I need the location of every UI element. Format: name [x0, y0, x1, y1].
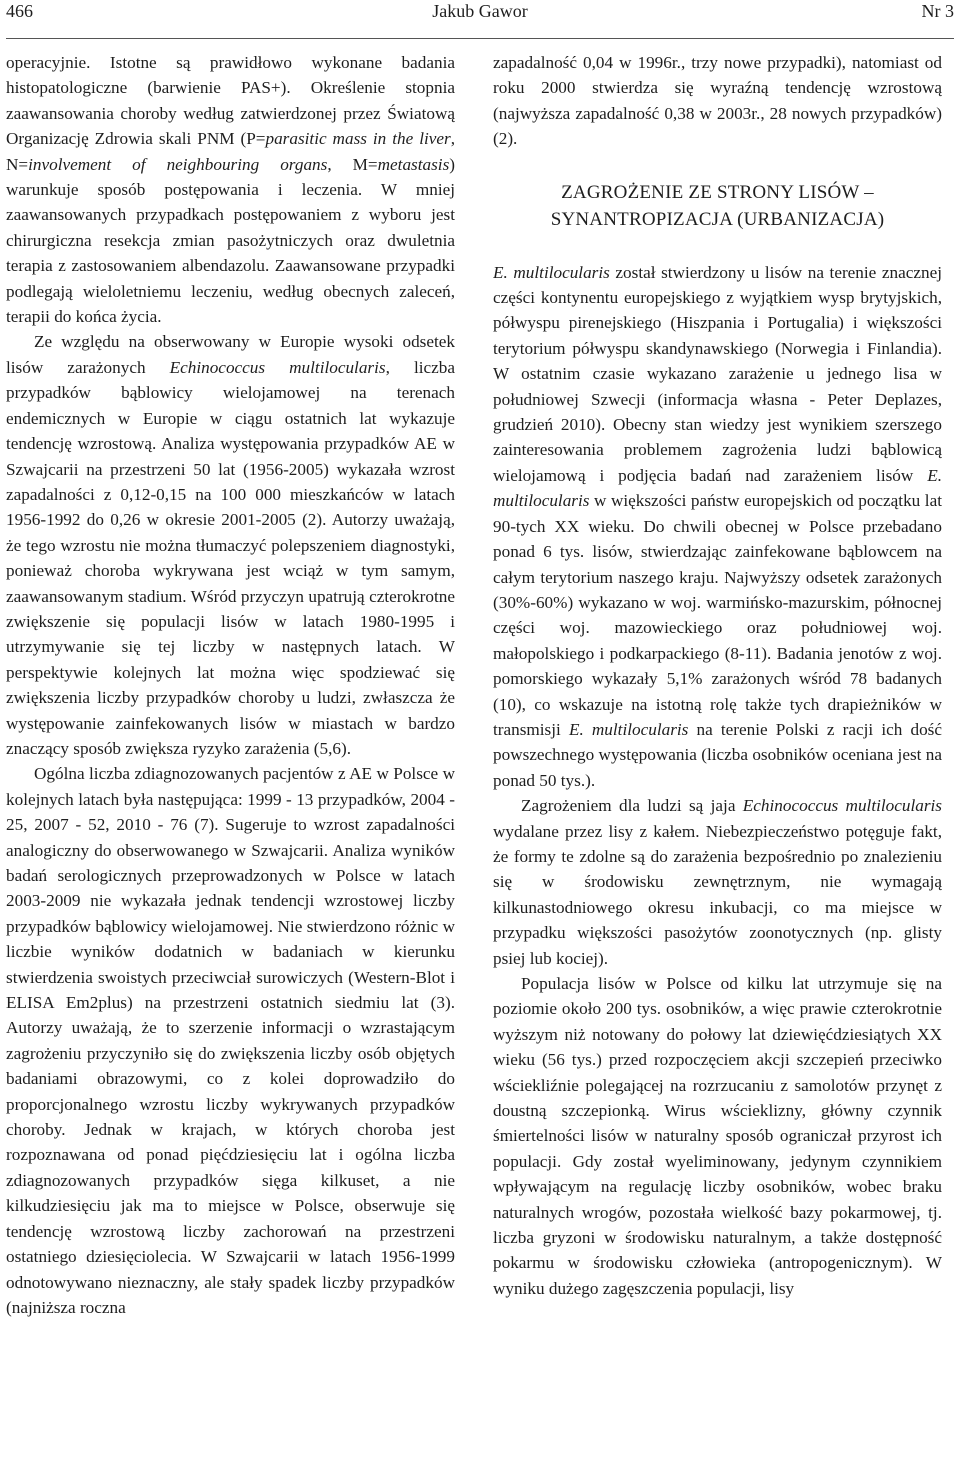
paragraph: [493, 971, 942, 1301]
italic-text: involvement of neighbouring organs: [28, 154, 328, 174]
running-author: Jakub Gawor: [432, 1, 528, 21]
text-run: Populacja lisów w Polsce od kilku lat utrzymuje się na poziomie około 200 tys. osobników, a więc prawie czterokrotnie wyższym niż notowany do połowy lat dziewięćdziesiątych XX wieku (56 tys.) przed rozpoczęciem akcji szczepień przeciwko wściekliźnie polegającej na rozrzucaniu z samolotów przynęt z doustną szczepionką. Wirus wścieklizny, główny czynnik śmiertelności lisów w naturalny sposób ograniczał przyrost ich populacji. Gdy został wyeliminowany, jedynym czynnikiem wpływającym na regulację liczby osobników, wobec braku naturalnych wrogów, pozostała wielkość bazy pokarmowej, tj. liczba gryzoni w środowisku naturalnym, a także dostępność pokarmu w środowisku człowieka (antropogenicznym). W wyniku dużego zagęszczenia populacji, lisy: [493, 974, 942, 1298]
italic-text: E. multilocularis: [493, 262, 610, 282]
italic-text: metastasis: [377, 154, 450, 174]
text-run: Ze względu na obserwowany w Europie wysoki odsetek lisów zarażonych: [6, 332, 455, 377]
text-run: wydalane przez lisy z kałem. Niebezpieczeństwo potęguje fakt, że formy te zdolne są do zarażenia bezpośrednio po znalezieniu się w środowisku zewnętrznym, nie wymagają kilkunastodniowego okresu inkubacji, co ma miejsce w przypadku większości pasożytów zoonotycznych (np. glisty psiej lub kociej).: [493, 821, 942, 968]
text-run: został stwierdzony u lisów na terenie znacznej części kontynentu europejskiego z wyjątkiem wysp brytyjskich, półwyspu pirenejskiego (Hiszpania i Portugalia) i większości terytorium półwyspu skandynawskiego (Norwegia i Finlandia). W ostatnim czasie wykazano zarażenie u jednego lisa w południowej Szwecji (informacja własna - Peter Deplazes, grudzień 2010). Obecny stan wiedzy jest wynikiem szerszego zainteresowania problemem zagrożenia ludzi bąblowicą wielojamową i podjęcia badań nad zarażeniem lisów: [493, 262, 942, 485]
text-run: , liczba przypadków bąblowicy wielojamowej na terenach endemicznych w Europie w ciągu ostatnich lat wykazuje tendencję wzrostową. Analiza występowania przypadków AE w Szwajcarii na przestrzeni 50 lat (1956-2005) wykazała wzrost zapadalności z 0,12-0,15 na 100 000 mieszkańców w latach 1956-1992 do 0,26 w okresie 2001-2005 (2). Autorzy uważają, że tego wzrostu nie można tłumaczyć polepszeniem diagnostyki, ponieważ choroba wykrywana jest wciąż w tym samym, zaawansowanym stadium. Wśród przyczyn upatrują czterokrotne zwiększenie się populacji lisów w latach 1980-1995 i utrzymywanie się tej liczby w następnych latach. W perspektywie kolejnych lat można więc spodziewać się zwiększenia liczby przypadków choroby u ludzi, zwłaszcza że występowanie zainfekowanych lisów w miastach w bardzo znaczący sposób zwiększa ryzyko zarażenia (5,6).: [6, 357, 455, 758]
paragraph: [6, 329, 455, 761]
text-run: na terenie Polski z racji ich dość powszechnego występowania (liczba osobników oceniana jest na ponad 50 tys.).: [493, 719, 942, 790]
page-number: 466: [6, 1, 33, 21]
section-heading: [493, 179, 942, 233]
header-rule: [6, 38, 954, 39]
paragraph: [493, 793, 942, 971]
section-heading-line-2: SYNANTROPIZACJA (URBANIZACJA): [550, 208, 885, 230]
text-run: ) warunkuje sposób postępowania i leczenia. W mniej zaawansowanych przypadkach postępowaniem z wyboru jest chirurgiczna resekcja zmian pasożytniczych oraz dwuletnia terapia z zastosowaniem albendazolu. Zaawansowane przypadki podlegają wieloletniemu leczeniu, według obecnych zaleceń, terapii do końca życia.: [6, 154, 455, 327]
text-run: , M=: [327, 154, 378, 174]
text-run: Zagrożeniem dla ludzi są jaja: [521, 796, 743, 816]
paragraph: [6, 761, 455, 1320]
italic-text: E. multilocularis: [568, 719, 689, 739]
paragraph: [493, 50, 942, 152]
right-column: [493, 50, 942, 1478]
italic-text: Echinococcus multilocularis: [169, 357, 386, 377]
italic-text: Echinococcus multilocularis: [742, 796, 942, 816]
text-run: operacyjnie. Istotne są prawidłowo wykonane badania histopatologiczne (barwienie PAS+). Określenie stopnia zaawansowania choroby według zatwierdzonej przez Światową Organizację Zdrowia skali PNM (P=: [6, 53, 455, 149]
paragraph: [493, 260, 942, 794]
text-run: w większości państw europejskich od początku lat 90-tych XX wieku. Do chwili obecnej w Polsce przebadano ponad 6 tys. lisów, stwierdzając zainfekowane bąblowcem na całym terytorium naszego kraju. Najwyższy odsetek zarażonych (30%-60%) wykazano w woj. warmińsko-mazurskim, północnej części woj. mazowieckiego oraz południowej woj. małopolskiego i podkarpackiego (8-11). Badania jenotów z woj. pomorskiego wykazały 5,1% zarażonych wśród 78 badanych (10), co wskazuje na istotną rolę także tych drapieżników w transmisji: [493, 491, 942, 739]
text-run: , N=: [6, 129, 455, 174]
section-heading-line-1: ZAGROŻENIE ZE STRONY LISÓW –: [561, 181, 874, 203]
italic-text: parasitic mass in the liver: [265, 129, 451, 149]
issue-number: Nr 3: [921, 1, 954, 21]
text-run: Ogólna liczba zdiagnozowanych pacjentów z AE w Polsce w kolejnych latach była następująca: 1999 - 13 przypadków, 2004 - 25, 2007 - 52, 2010 - 76 (7). Sugeruje to wzrost zapadalności analogiczny do obserwowanego w Szwajcarii. Analiza wyników badań serologicznych przeprowadzonych w Polsce w latach 2003-2009 nie wykazała jednak tendencji wzrostowej liczby przypadków bąblowicy wielojamowej. Nie stwierdzono różnic w liczbie wyników dodatnich w badaniach w kierunku stwierdzenia swoistych przeciwciał surowiczych (Western-Blot i ELISA Em2plus) na przestrzeni ostatnich siedmiu lat (3). Autorzy uważają, że to szerzenie informacji o wzrastającym zagrożeniu przyczyniło się do zwiększenia liczby osób objętych badaniami obrazowymi, co z kolei doprowadziło do proporcjonalnego wzrostu liczby wykrywanych przypadków choroby. Jednak w krajach, w których choroba jest rozpoznawana od ponad pięćdziesięciu lat i ogólna liczba zdiagnozowanych przypadków sięga kilkuset, a nie kilkudziesięciu jak ma to miejsce w Polsce, obserwuje się tendencję wzrostową liczby zachorowań na przestrzeni ostatniego dziesięciolecia. W Szwajcarii w latach 1956-1999 odnotowywano nieznaczny, ale stały spadek liczby przypadków (najniższa roczna: [6, 764, 455, 1317]
text-run: zapadalność 0,04 w 1996r., trzy nowe przypadki), natomiast od roku 2000 stwierdza się wyraźną tendencję wzrostową (najwyższa zapadalność 0,38 w 2003r., 28 nowych przypadków) (2).: [493, 53, 942, 149]
paragraph: [6, 50, 455, 329]
italic-text: E. multilocularis: [493, 465, 942, 511]
page-header: [6, 0, 954, 30]
left-column: [6, 50, 455, 1478]
